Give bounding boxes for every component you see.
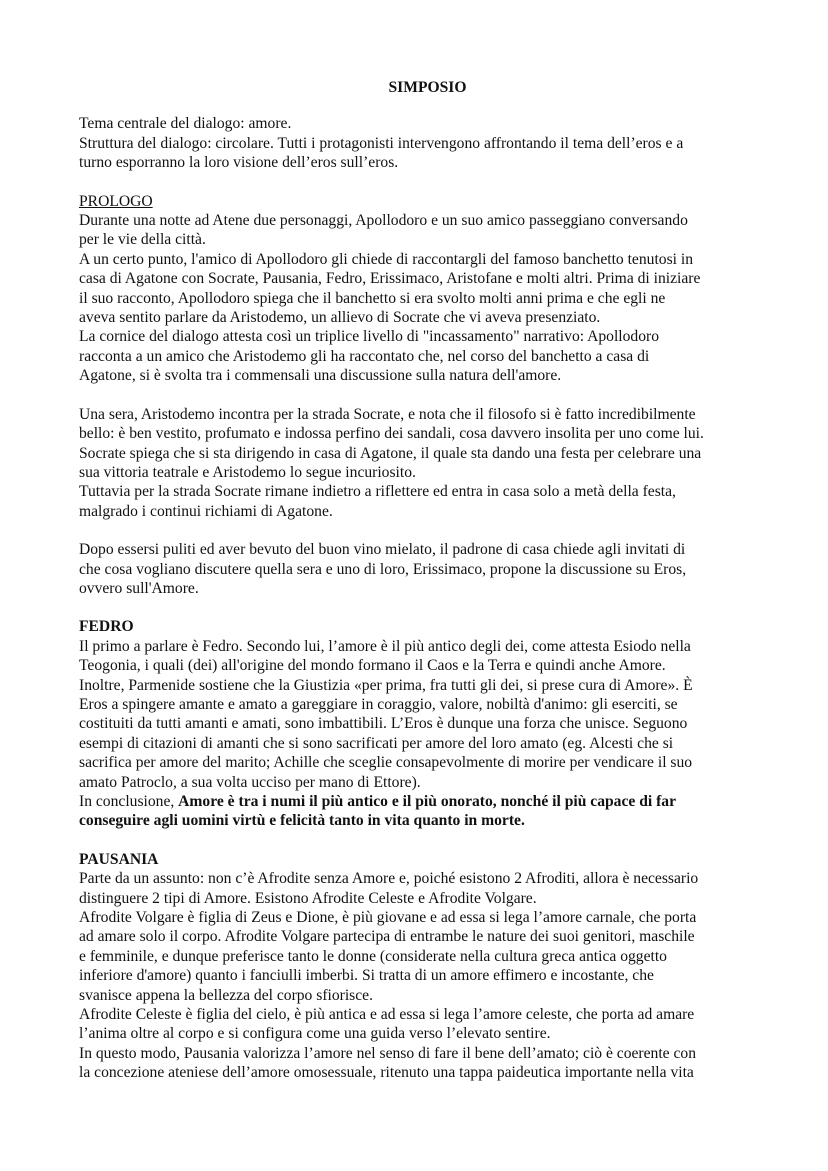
text-line: esempi di citazioni di amanti che si sono sacrificati per amore del loro amato (eg. Alcesti che si — [79, 734, 674, 752]
text-line: amato Patroclo, a sua volta ucciso per mano di Ettore). — [79, 773, 421, 791]
text-line: malgrado i continui richiami di Agatone. — [79, 502, 333, 520]
text-line: Durante una notte ad Atene due personaggi, Apollodoro e un suo amico passeggiano conversando — [79, 212, 688, 230]
prologo-section — [79, 192, 768, 599]
fedro-conclusion — [79, 792, 768, 811]
text-line: sacrifica per amore del marito; Achille che sceglie consapevolmente di morire per vendicare il suo — [79, 754, 693, 772]
conclusion-bold: Amore è tra i numi il più antico e il più onorato, nonché il più capace di far — [178, 793, 677, 810]
fedro-heading: FEDRO — [79, 618, 134, 636]
text-line: bello: è ben vestito, profumato e indossa perfino dei sandali, cosa davvero insolita per uno come lui. — [79, 425, 704, 443]
text-line: distinguere 2 tipi di Amore. Esistono Afrodite Celeste e Afrodite Volgare. — [79, 889, 537, 907]
text-line: Parte da un assunto: non c’è Afrodite senza Amore e, poiché esistono 2 Afroditi, allora è necessario — [79, 870, 699, 888]
text-line: Afrodite Celeste è figlia del cielo, è più antica e ad essa si lega l’amore celeste, che porta ad amare — [79, 1006, 695, 1024]
conclusion-prefix: In conclusione, — [79, 793, 179, 810]
text-line: racconta a un amico che Aristodemo gli ha raccontato che, nel corso del banchetto a casa di — [79, 347, 650, 365]
intro-line: turno esporranno la loro visione dell’eros sull’eros. — [79, 154, 399, 172]
intro-paragraph — [79, 114, 768, 172]
text-line: costituiti da tutti amanti e amati, sono imbattibili. L’Eros è dunque una forza che unisce. Seguono — [79, 715, 688, 733]
document-title: SIMPOSIO — [388, 79, 467, 96]
text-line: Agatone, si è svolta tra i commensali una discussione sulla natura dell'amore. — [79, 367, 562, 385]
text-line: svanisce appena la bellezza del corpo sfiorisce. — [79, 986, 373, 1004]
text-line: l’anima oltre al corpo e si configura come una guida verso l’elevato sentire. — [79, 1025, 551, 1043]
text-line: aveva sentito parlare da Aristodemo, un allievo di Socrate che vi aveva presenziato. — [79, 309, 601, 327]
intro-line: Struttura del dialogo: circolare. Tutti i protagonisti intervengono affrontando il tema dell’eros e a — [79, 134, 684, 152]
text-line: Tuttavia per la strada Socrate rimane indietro a riflettere ed entra in casa solo a metà della festa, — [79, 483, 676, 501]
prologo-heading: PROLOGO — [79, 192, 153, 210]
fedro-section — [79, 617, 768, 830]
intro-line: Tema centrale del dialogo: amore. — [79, 115, 292, 133]
text-line: In questo modo, Pausania valorizza l’amore nel senso di fare il bene dell’amato; ciò è coerente con — [79, 1044, 697, 1062]
text-line: inferiore d'amore) quanto i fanciulli imberbi. Si tratta di un amore effimero e incostante, che — [79, 967, 654, 985]
text-line: ad amare solo il corpo. Afrodite Volgare partecipa di entrambe le nature dei suoi genitori, maschile — [79, 928, 695, 946]
text-line: Eros a spingere amante e amato a gareggiare in coraggio, valore, nobiltà d'animo: gli eserciti, se — [79, 695, 678, 713]
text-line: Una sera, Aristodemo incontra per la strada Socrate, e nota che il filosofo si è fatto incredibilmente — [79, 405, 696, 423]
text-line: Il primo a parlare è Fedro. Secondo lui, l’amore è il più antico degli dei, come attesta Esiodo nella — [79, 637, 691, 655]
text-line: che cosa vogliano discutere quella sera e uno di loro, Erissimaco, propone la discussione su Eros, — [79, 560, 687, 578]
text-line: Afrodite Volgare è figlia di Zeus e Dione, è più giovane e ad essa si lega l’amore carnale, che porta — [79, 909, 697, 927]
text-line: sua vittoria teatrale e Aristodemo lo segue incuriosito. — [79, 463, 416, 481]
text-line: Dopo essersi puliti ed aver bevuto del buon vino mielato, il padrone di casa chiede agli invitati di — [79, 541, 686, 559]
text-line: Socrate spiega che si sta dirigendo in casa di Agatone, il quale sta dando una festa per celebrare una — [79, 444, 702, 462]
pausania-heading: PAUSANIA — [79, 850, 159, 868]
text-line: la concezione ateniese dell’amore omosessuale, ritenuto una tappa paideutica importante nella vita — [79, 1064, 694, 1082]
text-line: La cornice del dialogo attesta così un triplice livello di "incassamento" narrativo: Apollodoro — [79, 328, 660, 346]
text-line: Teogonia, i quali (dei) all'origine del mondo formano il Caos e la Terra e quindi anche Amore. — [79, 657, 666, 675]
text-line: e femminile, e dunque preferisce tanto le donne (considerate nella cultura greca antica oggetto — [79, 947, 667, 965]
conclusion-bold: conseguire agli uomini virtù e felicità tanto in vita quanto in morte. — [79, 812, 525, 830]
text-line: ovvero sull'Amore. — [79, 579, 199, 597]
pausania-section — [79, 850, 768, 1083]
text-line: Inoltre, Parmenide sostiene che la Giustizia «per prima, fra tutti gli dei, si prese cura di Amore». È — [79, 676, 693, 694]
text-line: il suo racconto, Apollodoro spiega che il banchetto si era svolto molti anni prima e che egli ne — [79, 289, 666, 307]
text-line: casa di Agatone con Socrate, Pausania, Fedro, Erissimaco, Aristofane e molti altri. Prima di iniziare — [79, 270, 701, 288]
text-line: per le vie della città. — [79, 231, 206, 249]
text-line: A un certo punto, l'amico di Apollodoro gli chiede di raccontargli del famoso banchetto tenutosi in — [79, 250, 694, 268]
